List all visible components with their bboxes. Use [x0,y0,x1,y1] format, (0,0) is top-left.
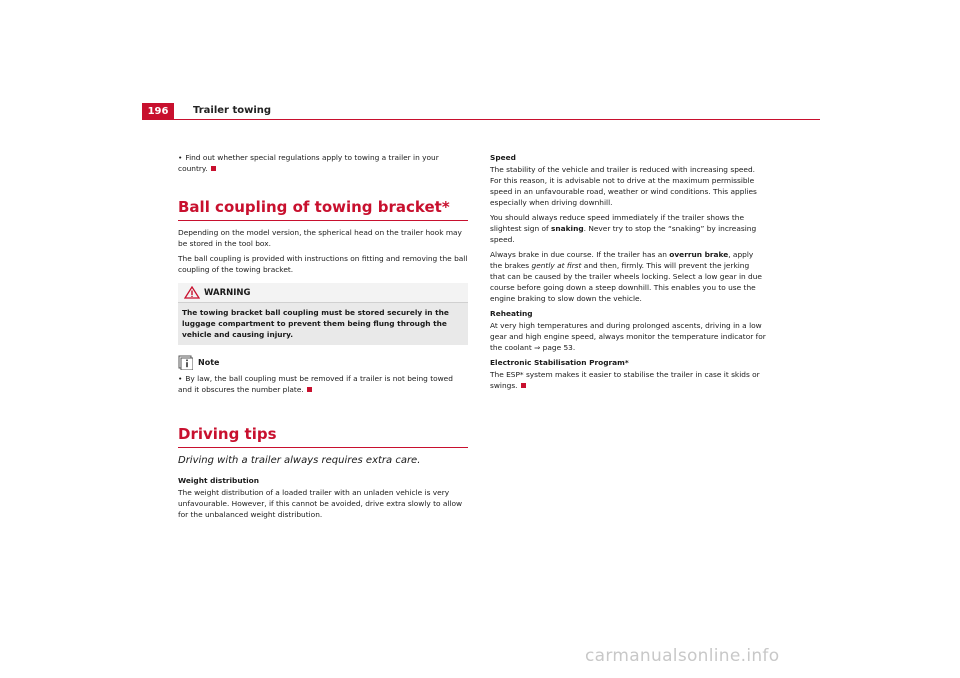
header-rule [174,119,820,120]
overrun-brake-term: overrun brake [669,250,729,259]
weight-distribution-title: Weight distribution [178,476,259,485]
esp-text-para [490,369,766,391]
section-heading-driving-tips: Driving tips [178,425,468,448]
driving-tips-subtitle: Driving with a trailer always requires extra care. [178,455,421,466]
end-mark-icon [307,387,312,392]
footer-watermark: carmanualsonline.info [585,646,780,666]
note-header [178,355,468,370]
warning-header [178,283,468,303]
right-column [490,152,766,395]
intro-bullet-item [178,152,468,174]
ball-coupling-para2: The ball coupling is provided with instructions on fitting and removing the ball coupling of the towing bracket. [178,254,468,274]
left-column [178,152,468,524]
warning-text: The towing bracket ball coupling must be stored securely in the luggage compartment to prevent them being flung through the vehicle and causing injury. [182,308,449,339]
weight-distribution-text: The weight distribution of a loaded trailer with an unladen vehicle is very unfavourable. However, if this cannot be avoided, drive extra slowly to allow for the unbalanced weight distribution. [178,488,463,519]
warning-box [178,283,468,345]
running-header-title: Trailer towing [193,105,272,116]
section-heading-ball-coupling: Ball coupling of towing bracket* [178,198,468,221]
reheating-title: Reheating [490,309,533,318]
note-bullet-item [178,373,468,395]
warning-triangle-icon [184,286,200,299]
esp-text: The ESP* system makes it easier to stabilise the trailer in case it skids or swings. [490,370,760,390]
speed-para3-text-c: and then, firmly. This will prevent the jerking that can be caused by the trailer wheels locking. Select a low gear in due course before going down a steep downhill. This enables you to use the engine braking to slow down the vehicle. [490,261,762,303]
snaking-term: snaking [550,224,584,233]
reheating-text-a: At very high temperatures and during prolonged ascents, driving in a low gear and high engine speed, always monitor the temperature indicator for the coolant [490,321,766,352]
warning-title: WARNING [204,287,251,298]
end-mark-icon [211,166,216,171]
end-mark-icon [521,383,526,388]
speed-title: Speed [490,153,516,162]
speed-para3-text-a: Always brake in due course. If the trailer has an [490,250,670,259]
speed-para2-text-b: . Never try to stop the “snaking” by increasing speed. [490,224,757,244]
ball-coupling-para1: Depending on the model version, the spherical head on the trailer hook may be stored in the tool box. [178,228,462,248]
speed-para2 [490,212,766,245]
speed-para1: The stability of the vehicle and trailer is reduced with increasing speed. For this reason, it is advisable not to drive at the maximum permissible speed in an unfavourable road, weather or wind conditions. This applies especially when driving downhill. [490,165,757,207]
page-number: 196 [142,103,174,120]
note-title: Note [198,358,220,367]
page-reference-link[interactable]: ⇒ page 53. [534,343,576,352]
speed-para3 [490,249,766,304]
bullet-icon: • [178,153,183,162]
esp-title: Electronic Stabilisation Program* [490,358,629,367]
note-text: By law, the ball coupling must be removed if a trailer is not being towed and it obscures the number plate. [178,374,453,394]
speed-para2-text-a: You should always reduce speed immediately if the trailer shows the slightest sign of [490,213,744,233]
intro-bullet-text: Find out whether special regulations apply to towing a trailer in your country. [178,153,439,173]
speed-para3-text-b: , apply the brakes [490,250,754,270]
bullet-icon: • [178,374,183,383]
reheating-text [490,320,766,353]
note-icon [178,355,193,370]
gently-term: gently at first [531,261,582,270]
